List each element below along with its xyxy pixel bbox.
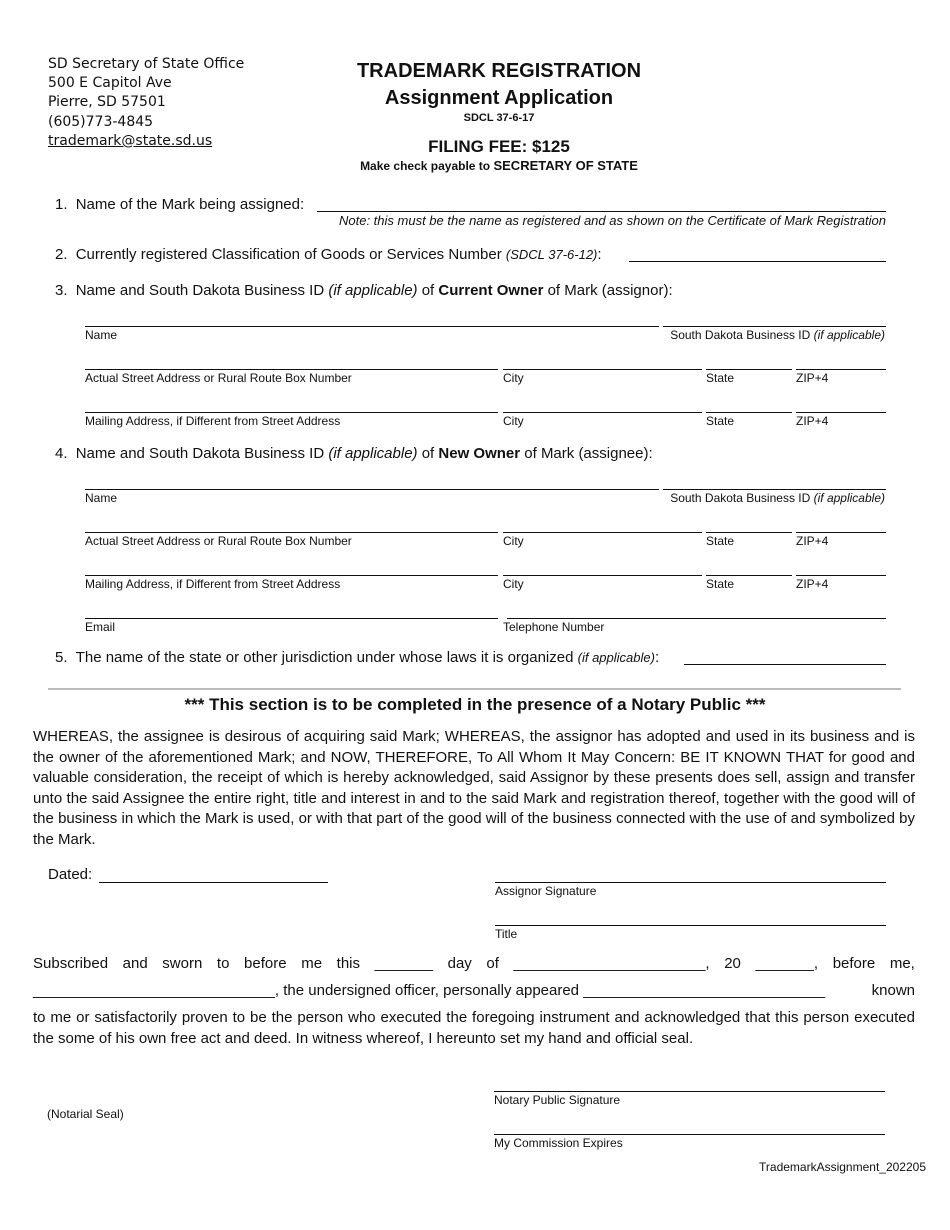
assignor-mailing-city-label: City (503, 414, 524, 428)
assignee-street-label: Actual Street Address or Rural Route Box Number (85, 534, 352, 548)
assignee-business-id-label (670, 491, 885, 505)
assignee-name-label: Name (85, 491, 118, 505)
assignor-zip-field[interactable] (796, 369, 886, 370)
item-5-label-italic: (if applicable) (577, 650, 655, 665)
notary-signature-field[interactable] (494, 1091, 885, 1092)
sworn-word: this (336, 955, 360, 972)
office-city: Pierre, SD 57501 (48, 94, 166, 111)
sworn-word: before (832, 955, 876, 972)
officer-line (33, 982, 915, 999)
sworn-word: of (486, 955, 499, 972)
form-title: TRADEMARK REGISTRATION (356, 60, 642, 82)
item-3-number: 3. (55, 282, 68, 299)
assignor-state-label: State (706, 371, 735, 385)
item-2 (55, 246, 602, 263)
assignor-name-field[interactable] (85, 326, 659, 327)
item-5-label-end: : (654, 649, 660, 666)
assignee-mailing-field[interactable] (85, 575, 498, 576)
assignee-email-label: Email (85, 620, 116, 634)
item-3-label-d: Current Owner (438, 282, 544, 299)
assignee-phone-label: Telephone Number (503, 620, 605, 634)
sworn-word: me (301, 955, 323, 972)
assignee-email-field[interactable] (85, 618, 498, 619)
known-word: known (871, 982, 915, 999)
item-4 (55, 445, 653, 462)
assignee-mailing-city-field[interactable] (503, 575, 702, 576)
office-street: 500 E Capitol Ave (48, 75, 172, 92)
assignee-mailing-label: Mailing Address, if Different from Street Address (85, 577, 341, 591)
assignor-city-field[interactable] (503, 369, 702, 370)
form-subtitle: Assignment Application (384, 87, 614, 109)
assignee-zip-field[interactable] (796, 532, 886, 533)
mark-name-field[interactable] (317, 211, 886, 212)
assignor-mailing-field[interactable] (85, 412, 498, 413)
assignee-business-id-italic: (if applicable) (813, 491, 885, 505)
office-phone: (605)773-4845 (48, 113, 154, 130)
assignee-mailing-city-label: City (503, 577, 524, 591)
item-5-label: The name of the state or other jurisdiction under whose laws it is organized (75, 649, 578, 666)
assignor-mailing-state-field[interactable] (706, 412, 792, 413)
assignor-title-label: Title (495, 927, 518, 941)
item-4-label-d: New Owner (438, 445, 521, 462)
sworn-word: sworn (162, 955, 203, 972)
sworn-word: to (216, 955, 230, 972)
item-4-label-e: of Mark (assignee): (520, 445, 653, 462)
sworn-line (33, 955, 915, 972)
form-id-footer: TrademarkAssignment_202205 (759, 1160, 926, 1174)
assignor-title-field[interactable] (495, 925, 886, 926)
assignee-phone-field[interactable] (507, 618, 886, 619)
sworn-word: Subscribed (33, 955, 109, 972)
assignor-business-id-italic: (if applicable) (813, 328, 885, 342)
classification-number-field[interactable] (629, 261, 886, 262)
item-5 (55, 649, 659, 666)
assignor-street-label: Actual Street Address or Rural Route Box Number (85, 371, 352, 385)
item-1 (55, 196, 304, 213)
item-4-label-c: of (417, 445, 439, 462)
sworn-month-blank[interactable]: _______________________, (513, 955, 710, 972)
assignor-signature-field[interactable] (495, 882, 886, 883)
item-4-number: 4. (55, 445, 68, 462)
assignee-mailing-state-label: State (706, 577, 735, 591)
assignee-business-id-text: South Dakota Business ID (670, 491, 814, 505)
assignee-business-id-field[interactable] (663, 489, 886, 490)
assignee-street-field[interactable] (85, 532, 498, 533)
assignee-mailing-state-field[interactable] (706, 575, 792, 576)
dated-label: Dated: (48, 866, 93, 883)
item-3-label-c: of (417, 282, 439, 299)
assignor-mailing-city-field[interactable] (503, 412, 702, 413)
assignor-name-label: Name (85, 328, 118, 342)
assignor-signature-label: Assignor Signature (495, 884, 597, 898)
item-3-label-b: (if applicable) (328, 282, 418, 299)
assignor-state-field[interactable] (706, 369, 792, 370)
assignor-mailing-zip-label: ZIP+4 (796, 414, 829, 428)
payable-to (300, 158, 698, 173)
item-3 (55, 282, 673, 299)
section-divider (48, 688, 901, 690)
sworn-word: day (447, 955, 472, 972)
proven-paragraph: to me or satisfactorily proven to be the person who executed the foregoing instrument and acknowledged that this person executed the some of his own free act and deed. In witness whereof, I hereunto set my hand and official seal. (33, 1009, 915, 1047)
sworn-day-blank[interactable]: _______ (374, 955, 434, 972)
item-2-label: Currently registered Classification of Goods or Services Number (75, 246, 506, 263)
whereas-paragraph: WHEREAS, the assignee is desirous of acquiring said Mark; WHEREAS, the assignor has adopted and used in its business and is the owner of the aforementioned Mark; and NOW, THEREFORE, To All Whom It May Concern: BE IT KNOWN THAT for good and valuable consideration, the receipt of which is hereby acknowledged, said Assignor by these presents does sell, assign and transfer unto the said Assignee the entire right, title and interest in and to the said Mark and registration thereof, together with the good will of the business in which the Mark is used, or with that part of the good will of the business connected with the use of and symbolized by the Mark. (33, 728, 915, 848)
item-2-label-italic: (SDCL 37-6-12) (505, 247, 598, 262)
assignee-zip-label: ZIP+4 (796, 534, 829, 548)
assignee-mailing-zip-label: ZIP+4 (796, 577, 829, 591)
notary-signature-label: Notary Public Signature (494, 1093, 621, 1107)
assignor-business-id-field[interactable] (663, 326, 886, 327)
item-2-label-end: : (597, 246, 602, 263)
office-email-link[interactable]: trademark@state.sd.us (48, 132, 213, 149)
item-5-number: 5. (55, 649, 68, 666)
assignee-mailing-zip-field[interactable] (796, 575, 886, 576)
assignor-mailing-zip-field[interactable] (796, 412, 886, 413)
assignor-business-id-label (670, 328, 885, 342)
dated-field[interactable] (99, 882, 328, 883)
assignee-city-field[interactable] (503, 532, 702, 533)
item-1-number: 1. (55, 196, 68, 213)
assignee-name-field[interactable] (85, 489, 659, 490)
notarial-seal-label: (Notarial Seal) (47, 1107, 124, 1121)
assignee-city-label: City (503, 534, 524, 548)
payable-prefix: Make check payable to (360, 159, 494, 173)
office-address (48, 55, 244, 151)
commission-expires-label: My Commission Expires (494, 1136, 623, 1150)
sworn-year-blank[interactable]: _______, (755, 955, 819, 972)
item-2-number: 2. (55, 246, 68, 263)
assignor-mailing-label: Mailing Address, if Different from Street Address (85, 414, 341, 428)
item-4-label-b: (if applicable) (328, 445, 418, 462)
office-name: SD Secretary of State Office (48, 56, 245, 72)
item-1-label: Name of the Mark being assigned: (75, 196, 305, 213)
statute-reference: SDCL 37-6-17 (463, 112, 535, 124)
assignee-state-label: State (706, 534, 735, 548)
officer-line-text[interactable]: _____________________________, the undersigned officer, personally appeared _____________________________ (33, 982, 826, 999)
notary-section-heading: *** This section is to be completed in the presence of a Notary Public *** (184, 695, 766, 714)
item-3-label-a: Name and South Dakota Business ID (75, 282, 329, 299)
assignor-mailing-state-label: State (706, 414, 735, 428)
assignor-city-label: City (503, 371, 524, 385)
jurisdiction-field[interactable] (684, 664, 886, 665)
sworn-word: and (122, 955, 148, 972)
assignor-business-id-text: South Dakota Business ID (670, 328, 814, 342)
filing-fee: FILING FEE: $125 (428, 137, 570, 156)
assignor-zip-label: ZIP+4 (796, 371, 829, 385)
item-1-note: Note: this must be the name as registered and as shown on the Certificate of Mark Registration (339, 213, 886, 228)
payable-recipient: SECRETARY OF STATE (493, 158, 638, 173)
assignor-street-field[interactable] (85, 369, 498, 370)
sworn-word: 20 (724, 955, 741, 972)
assignee-state-field[interactable] (706, 532, 792, 533)
item-3-label-e: of Mark (assignor): (543, 282, 673, 299)
item-4-label-a: Name and South Dakota Business ID (75, 445, 329, 462)
commission-expires-field[interactable] (494, 1134, 885, 1135)
sworn-word: before (244, 955, 287, 972)
sworn-word: me, (889, 955, 915, 972)
